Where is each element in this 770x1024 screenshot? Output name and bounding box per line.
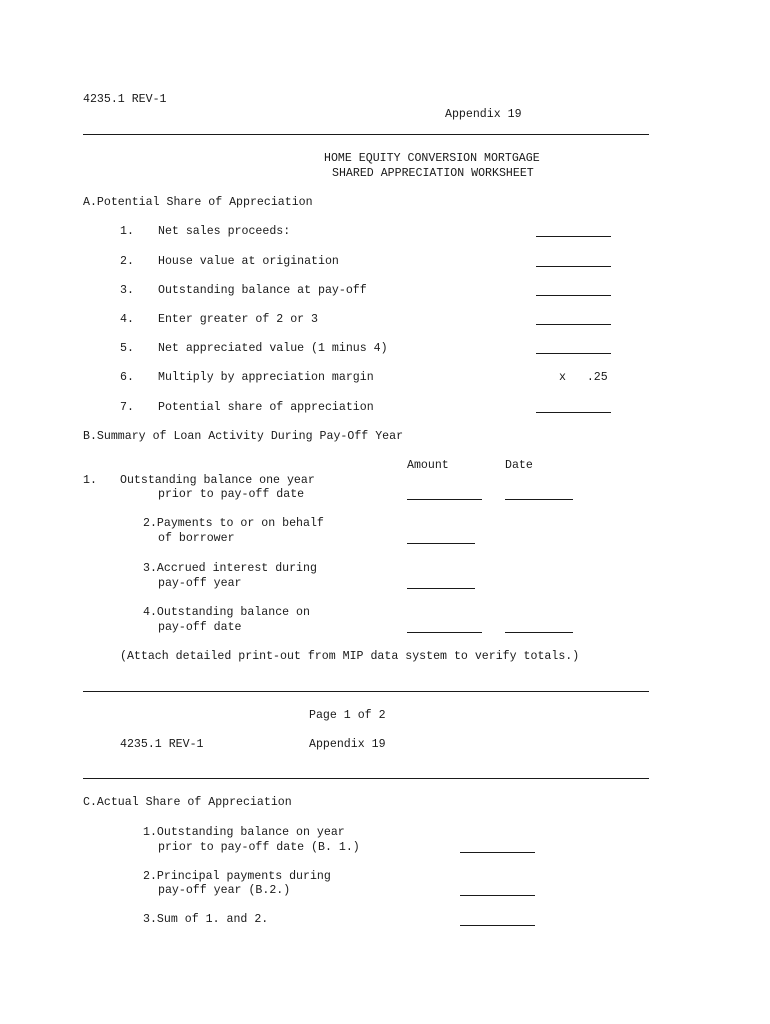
item-label-line-1: 3.Sum of 1. and 2.: [143, 913, 269, 926]
divider: [83, 134, 649, 135]
item-label-line-1: 2.Payments to or on behalf: [143, 517, 324, 530]
item-label: Net sales proceeds:: [158, 225, 291, 238]
title-line-2: SHARED APPRECIATION WORKSHEET: [332, 167, 534, 180]
doc-id: 4235.1 REV-1: [120, 738, 204, 751]
item-label-line-1: Outstanding balance one year: [120, 474, 315, 487]
title-line-1: HOME EQUITY CONVERSION MORTGAGE: [324, 152, 540, 165]
item-number: 3.: [120, 284, 134, 297]
blank-field[interactable]: [460, 895, 535, 896]
amount-blank-field[interactable]: [407, 499, 482, 500]
item-number: 2.: [120, 255, 134, 268]
appendix-label: Appendix 19: [309, 738, 386, 751]
blank-field[interactable]: [536, 353, 611, 354]
item-label: Enter greater of 2 or 3: [158, 313, 319, 326]
amount-blank-field[interactable]: [407, 588, 475, 589]
date-blank-field[interactable]: [505, 632, 573, 633]
item-label-line-2: pay-off date: [158, 621, 242, 634]
item-label-line-2: pay-off year (B.2.): [158, 884, 291, 897]
item-number: 1.: [83, 474, 97, 487]
item-label-line-2: prior to pay-off date (B. 1.): [158, 841, 360, 854]
item-label-line-1: 4.Outstanding balance on: [143, 606, 310, 619]
date-blank-field[interactable]: [505, 499, 573, 500]
blank-field[interactable]: [460, 925, 535, 926]
section-c-heading: C.Actual Share of Appreciation: [83, 796, 292, 809]
item-label-line-1: 1.Outstanding balance on year: [143, 826, 345, 839]
item-label: Multiply by appreciation margin: [158, 371, 374, 384]
attachment-note: (Attach detailed print-out from MIP data system to verify totals.): [120, 650, 580, 663]
item-label-line-2: prior to pay-off date: [158, 488, 305, 501]
column-header-amount: Amount: [407, 459, 449, 472]
item-label: House value at origination: [158, 255, 339, 268]
appendix-label: Appendix 19: [445, 108, 522, 121]
blank-field[interactable]: [536, 266, 611, 267]
page-number: Page 1 of 2: [309, 709, 386, 722]
appreciation-margin-value: x .25: [559, 371, 608, 384]
column-header-date: Date: [505, 459, 533, 472]
item-number: 1.: [120, 225, 134, 238]
section-a-heading: A.Potential Share of Appreciation: [83, 196, 313, 209]
amount-blank-field[interactable]: [407, 543, 475, 544]
item-label-line-1: 3.Accrued interest during: [143, 562, 317, 575]
item-label: Potential share of appreciation: [158, 401, 374, 414]
item-label-line-2: of borrower: [158, 532, 235, 545]
divider: [83, 691, 649, 692]
blank-field[interactable]: [460, 852, 535, 853]
item-label: Net appreciated value (1 minus 4): [158, 342, 388, 355]
item-number: 7.: [120, 401, 134, 414]
blank-field[interactable]: [536, 324, 611, 325]
divider: [83, 778, 649, 779]
item-label-line-2: pay-off year: [158, 577, 242, 590]
item-label-line-1: 2.Principal payments during: [143, 870, 331, 883]
doc-id: 4235.1 REV-1: [83, 93, 167, 106]
item-label: Outstanding balance at pay-off: [158, 284, 367, 297]
section-b-heading: B.Summary of Loan Activity During Pay-Off Year: [83, 430, 404, 443]
item-number: 6.: [120, 371, 134, 384]
amount-blank-field[interactable]: [407, 632, 482, 633]
blank-field[interactable]: [536, 412, 611, 413]
item-number: 5.: [120, 342, 134, 355]
blank-field[interactable]: [536, 295, 611, 296]
item-number: 4.: [120, 313, 134, 326]
blank-field[interactable]: [536, 236, 611, 237]
